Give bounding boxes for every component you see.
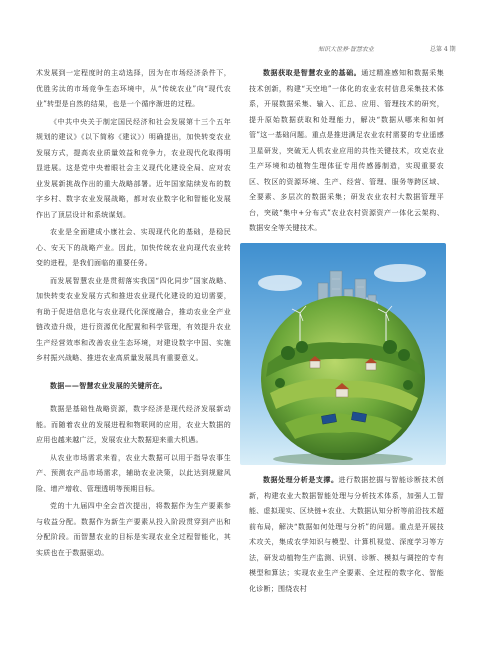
paragraph [249,66,444,237]
right-column-bottom [249,473,444,599]
paragraph: 从农业市场需求来看，农业大数据可以用于指导农事生产、预测农产品市场需求，辅助农业决策，以此达到规避风险、增产增收、管理透明等预期目标。 [36,453,231,493]
section-heading: 数据——智慧农业发展的关键所在。 [50,381,167,390]
paragraph-body: 进行数据挖掘与智能诊断技术创新，构建农业大数据智能处理与分析技术体系，加强人工智能、虚拟现实、区块链+农业、大数据认知分析等前沿技术超前布局，解决“数据如何处理与分析”的问题。重点是开展技术攻关，集成农学知识与模型、计算机视觉、深度学习等方法，研发动植物生产监测、识别、诊断、模拟与调控的专有模型和算法；实现农业生产全要素、全过程的数字化、智能化诊断；围绕农村 [249,476,445,593]
lead-heading: 数据获取是智慧农业的基础。 [263,69,362,77]
issue-number: 总第 4 期 [430,46,456,53]
paragraph: 而发展智慧农业是贯彻落实我国“四化同步”国家战略、加快转变农业发展方式和推进农业现代化建设的迫切需要，有助于促进信息化与农业现代化深度融合，推动农业全产业链改造升级，进行资源优化配置和科学管理，有效提升农业生产经营效率和改善农业生态环境，对建设数字中国、实施乡村振兴战略、推进农业高质量发展具有重要意义。 [36,276,231,362]
paragraph: 农业是全面建成小康社会、实现现代化的基础，是稳民心、安天下的战略产业。因此，加快传统农业向现代农业转变的进程，是我们面临的重要任务。 [36,228,231,267]
paragraph: 术发展到一定程度时的主动选择，因为在市场经济条件下，优胜劣汰的市场竞争生态环境中，从“传统农业”向“现代农业”转型是自然的结果，也是一个循序渐进的过程。 [36,69,231,108]
paragraph [249,473,444,597]
right-column-top [249,66,444,239]
paragraph: 数据是基础性战略资源，数字经济是现代经济发展新动能。而随着农业的发展进程和物联网的应用，农业大数据的应用也越来越广泛，发展农业大数据迎来重大机遇。 [36,405,231,444]
paragraph: 《中共中央关于制定国民经济和社会发展第十三个五年规划的建议》《以下简称《建议》）明确提出，加快转变农业发展方式，提高农业质量效益和竞争力，农业现代化取得明显进展。这是党中央着眼社会主义现代化建设全局、应对农业发展新挑战作出的重大战略部署。近年国家陆续发布的数字乡村、数字农业发展战略，都对农业数字化和智能化发展作出了顶层设计和系统谋划。 [36,117,231,219]
paragraph-body: 通过精准感知和数据采集技术创新，构建“天空地”一体化的农业农村信息采集技术体系，开展数据采集、输入、汇总、应用、管理技术的研究，提升原始数据获取和处理能力，解决“数据从哪来和如何管”这一基础问题。重点是推进满足农业农村需要的专业遥感卫星研发，突破无人机农业应用的共性关键技术，攻克农业生产环境和动植物生理体征专用传感器制造，实现重要农区、牧区的资源环境、生产、经营、管理、服务等跨区域、全要素、多层次的数据采集；研发农业农村大数据管理平台，突破“集中+分布式”农业农村资源资产一体化云架构、数据安全等关键技术。 [249,69,445,232]
lead-heading: 数据处理分析是支撑。 [263,476,339,484]
left-column [36,66,231,563]
magazine-title: 知识大世界·智慧农业 [318,46,374,53]
paragraph: 党的十九届四中全会首次提出，将数据作为生产要素参与收益分配。数据作为新生产要素从投入阶段贯穿到产出和分配阶段。而智慧农业的目标是实现农业全过程智能化，其实质也在于数据驱动。 [36,502,231,557]
globe-eco-city-icon [240,243,446,465]
